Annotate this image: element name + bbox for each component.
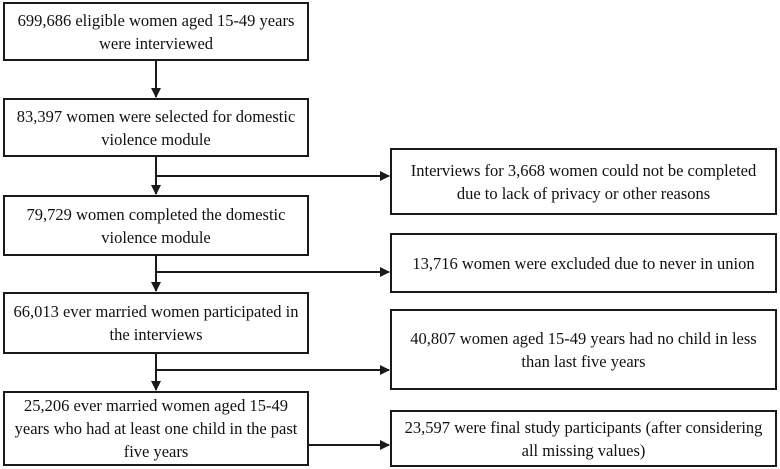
box-selected-domestic-violence <box>3 98 309 157</box>
box-excluded-privacy <box>390 148 777 215</box>
box-excluded-no-child-text: 40,807 women aged 15-49 years had no child in less than last five years <box>410 328 757 371</box>
box-completed-module <box>3 195 309 256</box>
box-ever-married <box>3 292 309 354</box>
box-eligible-women <box>3 2 309 61</box>
box-excluded-never-union-text: 13,716 women were excluded due to never in union <box>412 253 755 273</box>
box-final-participants <box>390 410 777 467</box>
box-eligible-women-text: 699,686 eligible women aged 15-49 years were interviewed <box>17 10 295 53</box>
box-with-child <box>3 391 309 466</box>
box-with-child-text: 25,206 ever married women aged 15-49 years who had at least one child in the past five years <box>14 396 298 461</box>
box-ever-married-text: 66,013 ever married women participated in the interviews <box>13 302 299 344</box>
box-excluded-privacy-text: Interviews for 3,668 women could not be completed due to lack of privacy or other reasons <box>410 160 757 203</box>
box-excluded-no-child <box>390 309 777 390</box>
box-selected-text: 83,397 women were selected for domestic violence module <box>16 106 296 149</box>
box-completed-text: 79,729 women completed the domestic violence module <box>26 204 286 247</box>
box-final-participants-text: 23,597 were final study participants (after considering all missing values) <box>404 417 763 460</box>
box-excluded-never-union <box>390 233 777 293</box>
